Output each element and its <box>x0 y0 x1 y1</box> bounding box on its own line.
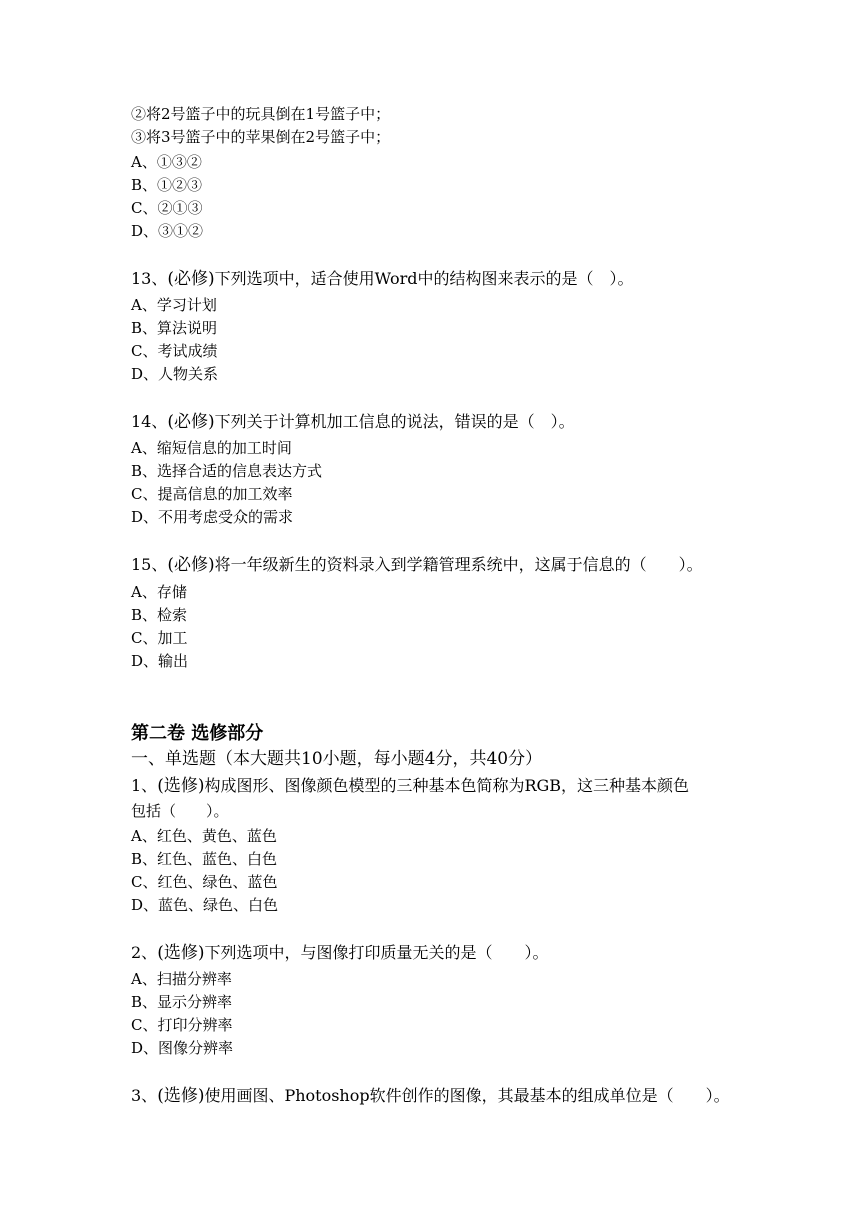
s1-option-d: D、蓝色、绿色、白色 <box>131 896 279 914</box>
q12-option-d: D、③①② <box>131 222 204 240</box>
q14-option-d: D、不用考虑受众的需求 <box>131 508 294 526</box>
q15-option-c: C、加工 <box>131 629 188 647</box>
q15-option-d: D、输出 <box>131 652 189 670</box>
s1-text: 构成图形、图像颜色模型的三种基本色简称为RGB，这三种基本颜色 <box>204 776 690 795</box>
q12-step-3: ③将3号篮子中的苹果倒在2号篮子中； <box>131 128 391 146</box>
s2-stem <box>131 942 548 964</box>
section-subtitle: 一、单选题（本大题共10小题，每小题4分，共40分） <box>131 749 543 769</box>
s1-stem-line2: 包括（ ）。 <box>131 802 229 820</box>
q13-stem <box>131 268 634 290</box>
s2-option-a: A、扫描分辨率 <box>131 970 232 988</box>
q13-option-d: D、人物关系 <box>131 365 219 383</box>
q15-text: 将一年级新生的资料录入到学籍管理系统中，这属于信息的（ ）。 <box>214 555 703 574</box>
q12-option-a: A、①③② <box>131 153 202 171</box>
section-title: 第二卷 选修部分 <box>131 723 264 744</box>
q15-option-a: A、存储 <box>131 583 187 601</box>
s1-option-a: A、红色、黄色、蓝色 <box>131 827 277 845</box>
s2-text: 下列选项中，与图像打印质量无关的是（ ）。 <box>204 943 549 962</box>
s2-option-d: D、图像分辨率 <box>131 1039 234 1057</box>
s3-stem <box>131 1085 730 1107</box>
q13-option-a: A、学习计划 <box>131 296 217 314</box>
q15-option-b: B、检索 <box>131 606 188 624</box>
s1-number: 1、 <box>131 776 158 795</box>
q14-number: 14、 <box>131 412 168 431</box>
q13-tag: (必修) <box>167 269 215 289</box>
q13-option-b: B、算法说明 <box>131 319 218 337</box>
q12-option-b: B、①②③ <box>131 176 203 194</box>
q14-option-a: A、缩短信息的加工时间 <box>131 439 292 457</box>
s1-option-c: C、红色、绿色、蓝色 <box>131 873 278 891</box>
q14-tag: (必修) <box>167 412 215 432</box>
q14-option-b: B、选择合适的信息表达方式 <box>131 462 323 480</box>
q13-text: 下列选项中，适合使用Word中的结构图来表示的是（ ）。 <box>214 269 634 288</box>
q14-text: 下列关于计算机加工信息的说法，错误的是（ ）。 <box>214 412 575 431</box>
s2-option-b: B、显示分辨率 <box>131 993 233 1011</box>
s1-tag: (选修) <box>157 776 205 796</box>
q12-step-2: ②将2号篮子中的玩具倒在1号篮子中； <box>131 105 391 123</box>
s2-option-c: C、打印分辨率 <box>131 1016 233 1034</box>
q14-stem <box>131 411 575 433</box>
q15-number: 15、 <box>131 555 168 574</box>
q13-number: 13、 <box>131 269 168 288</box>
s1-option-b: B、红色、蓝色、白色 <box>131 850 278 868</box>
s1-stem-line1 <box>131 775 689 797</box>
s3-text: 使用画图、Photoshop软件创作的图像，其最基本的组成单位是（ ）。 <box>204 1086 730 1105</box>
s3-tag: (选修) <box>157 1086 205 1106</box>
q12-option-c: C、②①③ <box>131 199 203 217</box>
q13-option-c: C、考试成绩 <box>131 342 218 360</box>
s2-tag: (选修) <box>157 943 205 963</box>
s2-number: 2、 <box>131 943 158 962</box>
s3-number: 3、 <box>131 1086 158 1105</box>
q15-tag: (必修) <box>167 555 215 575</box>
q14-option-c: C、提高信息的加工效率 <box>131 485 293 503</box>
q15-stem <box>131 554 703 576</box>
